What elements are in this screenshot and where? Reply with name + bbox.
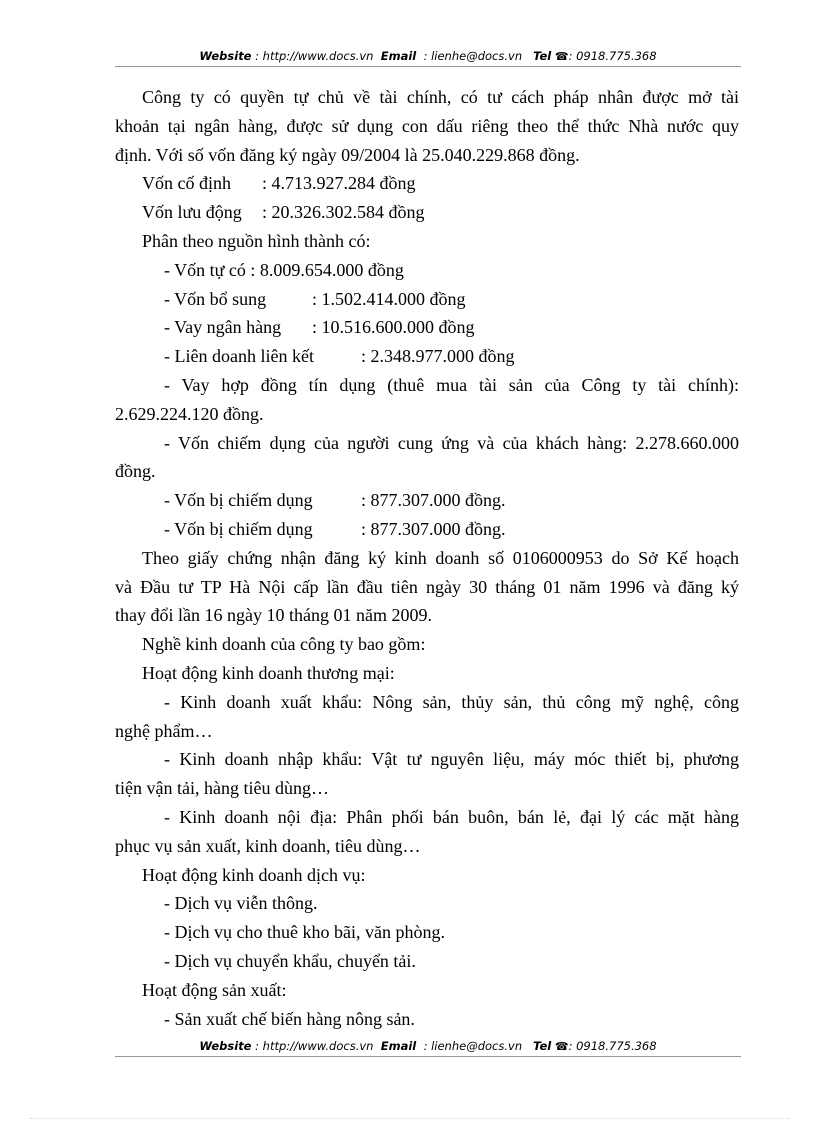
section-heading: Nghề kinh doanh của công ty bao gồm:: [142, 634, 426, 655]
page-edge-divider: [30, 1118, 790, 1119]
list-item: - Kinh doanh xuất khẩu: Nông sản, thủy sản, thủ công mỹ nghệ, công: [164, 691, 739, 712]
paragraph-line: Phân theo nguồn hình thành có:: [142, 230, 371, 251]
capital-fixed-line: [115, 169, 739, 198]
page-footer: [115, 1039, 741, 1053]
section-heading: Hoạt động sản xuất:: [142, 979, 287, 1000]
capital-working-label: Vốn lưu động: [142, 202, 242, 223]
paragraph-line: thay đổi lần 16 ngày 10 tháng 01 năm 2009.: [115, 605, 432, 626]
list-item-continuation: đồng.: [115, 461, 156, 482]
list-item: - Vốn tự có : 8.009.654.000 đồng: [164, 259, 404, 280]
header-divider: [115, 66, 741, 67]
list-item-continuation: nghệ phẩm…: [115, 720, 213, 741]
section-heading: Hoạt động kinh doanh thương mại:: [142, 662, 395, 683]
list-item: - Kinh doanh nhập khẩu: Vật tư nguyên liệu, máy móc thiết bị, phương: [164, 749, 739, 770]
website-value: : http://www.docs.vn: [255, 1039, 374, 1053]
paragraph-line: khoản tại ngân hàng, được sử dụng con dấu riêng theo thể thức Nhà nước quy: [115, 115, 739, 136]
list-item: - Liên doanh liên kết : 2.348.977.000 đồng: [164, 346, 515, 367]
list-item: - Vốn chiếm dụng của người cung ứng và của khách hàng: 2.278.660.000: [164, 432, 739, 453]
list-item: - Vốn bị chiếm dụng : 877.307.000 đồng.: [164, 490, 506, 511]
list-item: - Sản xuất chế biến hàng nông sản.: [164, 1008, 415, 1029]
email-label: Email: [380, 49, 417, 63]
list-item: - Dịch vụ cho thuê kho bãi, văn phòng.: [164, 922, 445, 943]
list-item: - Vốn bị chiếm dụng : 877.307.000 đồng.: [164, 518, 506, 539]
page-header: [115, 49, 741, 63]
list-item: - Dịch vụ chuyển khẩu, chuyển tải.: [164, 950, 416, 971]
list-item: - Kinh doanh nội địa: Phân phối bán buôn, bán lẻ, đại lý các mặt hàng: [164, 806, 739, 827]
list-item: - Vay ngân hàng : 10.516.600.000 đồng: [164, 317, 475, 338]
email-label: Email: [380, 1039, 417, 1053]
paragraph-line: Công ty có quyền tự chủ về tài chính, có tư cách pháp nhân được mở tài: [142, 87, 739, 107]
list-item-continuation: phục vụ sản xuất, kinh doanh, tiêu dùng…: [115, 835, 421, 856]
list-item: - Vay hợp đồng tín dụng (thuê mua tài sản của Công ty tài chính):: [164, 374, 739, 395]
email-value: : lienhe@docs.vn: [423, 1039, 523, 1053]
website-label: Website: [199, 49, 252, 63]
list-item-continuation: 2.629.224.120 đồng.: [115, 403, 264, 424]
phone-icon: ☎: [554, 1040, 569, 1053]
website-value: : http://www.docs.vn: [255, 49, 374, 63]
capital-working-line: [115, 198, 739, 227]
list-item-continuation: tiện vận tải, hàng tiêu dùng…: [115, 778, 329, 799]
capital-working-value: : 20.326.302.584 đồng: [262, 202, 425, 223]
paragraph-line: và Đầu tư TP Hà Nội cấp lần đầu tiên ngày 30 tháng 01 năm 1996 và đăng ký: [115, 576, 739, 597]
section-heading: Hoạt động kinh doanh dịch vụ:: [142, 864, 366, 885]
document-body: [115, 83, 739, 1033]
capital-fixed-label: Vốn cố định: [142, 173, 231, 194]
paragraph-line: Theo giấy chứng nhận đăng ký kinh doanh số 0106000953 do Sở Kế hoạch: [142, 547, 739, 568]
phone-icon: ☎: [554, 50, 569, 63]
list-item: - Vốn bổ sung : 1.502.414.000 đồng: [164, 288, 466, 309]
paragraph-line: định. Với số vốn đăng ký ngày 09/2004 là 25.040.229.868 đồng.: [115, 144, 580, 165]
email-value: : lienhe@docs.vn: [423, 49, 523, 63]
tel-value: : 0918.775.368: [568, 49, 657, 63]
tel-label: Tel: [533, 1039, 552, 1053]
footer-divider: [115, 1056, 741, 1057]
list-item: - Dịch vụ viễn thông.: [164, 893, 318, 914]
tel-label: Tel: [533, 49, 552, 63]
website-label: Website: [199, 1039, 252, 1053]
tel-value: : 0918.775.368: [568, 1039, 657, 1053]
capital-fixed-value: : 4.713.927.284 đồng: [262, 173, 416, 194]
